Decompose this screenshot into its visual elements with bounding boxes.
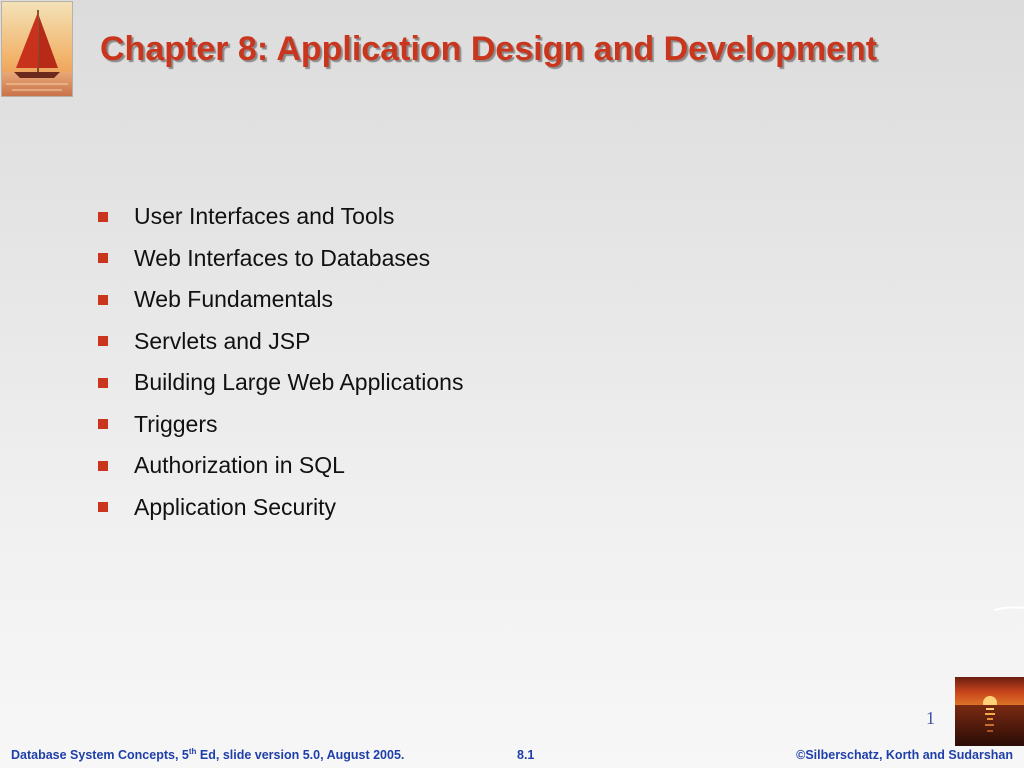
sunset-logo-icon	[955, 677, 1024, 746]
slide-footer	[0, 744, 1024, 768]
bullet-item	[98, 279, 463, 321]
footer-right: ©Silberschatz, Korth and Sudarshan	[796, 748, 1013, 762]
bullet-text: Application Security	[134, 493, 336, 520]
footer-center: 8.1	[517, 748, 535, 762]
bullet-item	[98, 362, 463, 404]
square-bullet-icon	[98, 502, 108, 512]
bullet-item	[98, 238, 463, 280]
square-bullet-icon	[98, 336, 108, 346]
bullet-text: User Interfaces and Tools	[134, 203, 395, 230]
square-bullet-icon	[98, 378, 108, 388]
footer-left-suffix: Ed, slide version 5.0, August 2005.	[196, 748, 405, 762]
square-bullet-icon	[98, 461, 108, 471]
bullet-text: Servlets and JSP	[134, 327, 311, 354]
bullet-text: Authorization in SQL	[134, 452, 345, 479]
bullet-item	[98, 404, 463, 446]
bullet-list	[98, 196, 463, 528]
bullet-item	[98, 196, 463, 238]
bullet-item	[98, 487, 463, 529]
bullet-text: Web Fundamentals	[134, 286, 334, 313]
bullet-text: Triggers	[134, 410, 218, 437]
bullet-item	[98, 321, 463, 363]
square-bullet-icon	[98, 212, 108, 222]
slide-title: Chapter 8: Application Design and Development	[100, 30, 878, 68]
square-bullet-icon	[98, 419, 108, 429]
square-bullet-icon	[98, 295, 108, 305]
square-bullet-icon	[98, 253, 108, 263]
footer-left	[11, 748, 404, 762]
bullet-item	[98, 445, 463, 487]
decorative-swoosh-icon	[994, 606, 1024, 612]
slide-number: 1	[926, 708, 935, 728]
sailboat-logo-icon	[1, 1, 73, 97]
bullet-text: Web Interfaces to Databases	[134, 244, 431, 271]
footer-left-prefix: Database System Concepts, 5	[11, 748, 189, 762]
footer-left-sup: th	[188, 746, 197, 756]
bullet-text: Building Large Web Applications	[134, 369, 464, 396]
